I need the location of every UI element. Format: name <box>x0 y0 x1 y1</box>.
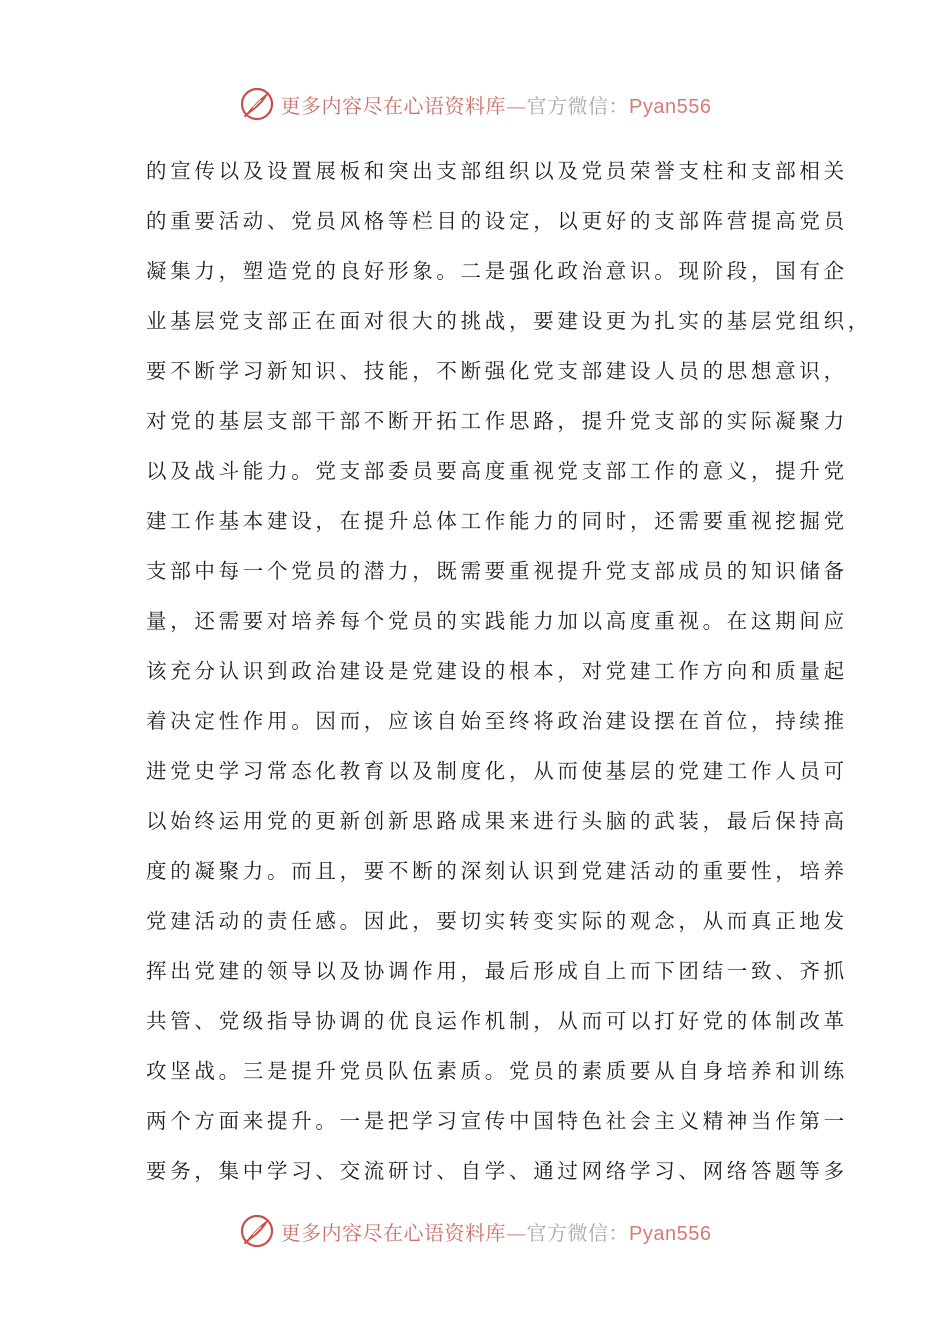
body-line: 挥出党建的领导以及协调作用，最后形成自上而下团结一致、齐抓 <box>146 959 848 983</box>
quill-logo-icon <box>239 86 275 122</box>
footer-banner-wechat-id: Pyan556 <box>629 1222 712 1245</box>
body-line: 量，还需要对培养每个党员的实践能力加以高度重视。在这期间应 <box>146 609 848 633</box>
body-line: 建工作基本建设，在提升总体工作能力的同时，还需要重视挖掘党 <box>146 509 848 533</box>
body-line: 党建活动的责任感。因此，要切实转变实际的观念，从而真正地发 <box>146 909 848 933</box>
header-banner-dash: — <box>506 93 527 118</box>
body-line: 该充分认识到政治建设是党建设的根本，对党建工作方向和质量起 <box>146 659 848 683</box>
body-line: 进党史学习常态化教育以及制度化，从而使基层的党建工作人员可 <box>146 759 848 783</box>
body-line: 支部中每一个党员的潜力，既需要重视提升党支部成员的知识储备 <box>146 559 848 583</box>
body-text <box>146 146 872 1196</box>
footer-banner-title: 更多内容尽在心语资料库 <box>280 1220 507 1245</box>
header-banner-text <box>281 90 712 119</box>
footer-banner-wechat-label: 官方微信： <box>526 1220 630 1245</box>
body-line: 的重要活动、党员风格等栏目的设定，以更好的支部阵营提高党员 <box>146 209 848 233</box>
footer-banner <box>0 1211 950 1251</box>
body-line: 业基层党支部正在面对很大的挑战，要建设更为扎实的基层党组织， <box>146 309 872 333</box>
body-line: 以及战斗能力。党支部委员要高度重视党支部工作的意义，提升党 <box>146 459 848 483</box>
footer-banner-text <box>281 1217 712 1246</box>
header-banner-title: 更多内容尽在心语资料库 <box>280 93 507 118</box>
header-banner <box>0 84 950 124</box>
body-line: 对党的基层支部干部不断开拓工作思路，提升党支部的实际凝聚力 <box>146 409 848 433</box>
body-line: 的宣传以及设置展板和突出支部组织以及党员荣誉支柱和支部相关 <box>146 159 848 183</box>
body-line: 要务，集中学习、交流研讨、自学、通过网络学习、网络答题等多 <box>146 1159 848 1183</box>
body-line: 凝集力，塑造党的良好形象。二是强化政治意识。现阶段，国有企 <box>146 259 848 283</box>
body-line: 以始终运用党的更新创新思路成果来进行头脑的武装，最后保持高 <box>146 809 848 833</box>
body-line: 共管、党级指导协调的优良运作机制，从而可以打好党的体制改革 <box>146 1009 848 1033</box>
body-line: 着决定性作用。因而，应该自始至终将政治建设摆在首位，持续推 <box>146 709 848 733</box>
header-banner-wechat-label: 官方微信： <box>526 93 630 118</box>
body-line: 要不断学习新知识、技能，不断强化党支部建设人员的思想意识， <box>146 359 848 383</box>
body-line: 两个方面来提升。一是把学习宣传中国特色社会主义精神当作第一 <box>146 1109 848 1133</box>
quill-logo-icon <box>239 1213 275 1249</box>
body-line: 度的凝聚力。而且，要不断的深刻认识到党建活动的重要性，培养 <box>146 859 848 883</box>
footer-banner-dash: — <box>506 1220 527 1245</box>
header-banner-wechat-id: Pyan556 <box>629 95 712 118</box>
body-line: 攻坚战。三是提升党员队伍素质。党员的素质要从自身培养和训练 <box>146 1059 848 1083</box>
